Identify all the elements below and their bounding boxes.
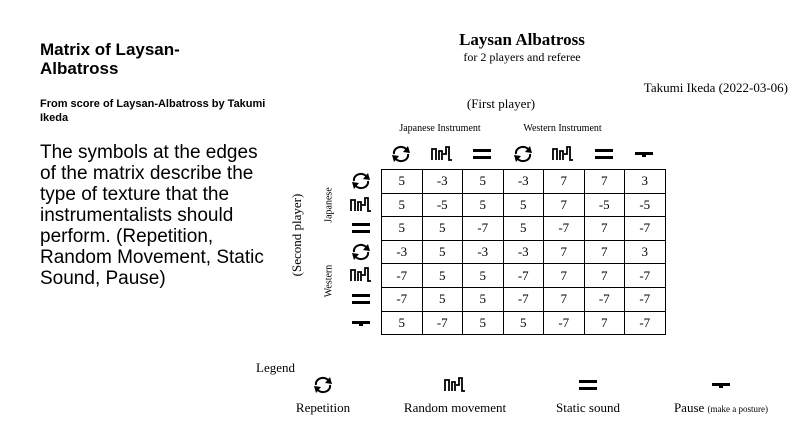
matrix-cell: -3 (503, 170, 544, 194)
random-movement-icon (551, 145, 575, 163)
description-text: The symbols at the edges of the matrix describe the type of texture that the instrumentalists should perform. (Repetition, Random Movement, Static Sound, Pause) (40, 142, 264, 289)
author-line: Takumi Ikeda (2022-03-06) (643, 80, 788, 95)
static-sound-icon (470, 145, 494, 163)
pause-icon (709, 376, 733, 394)
static-sound-icon (576, 376, 600, 394)
matrix-cell: 7 (584, 217, 625, 241)
repetition-icon (389, 145, 413, 163)
legend-label: Pause (make a posture) (673, 400, 769, 415)
second-player-label: (Second player) (289, 193, 304, 277)
matrix-cell: -7 (625, 264, 666, 288)
static-sound-icon (349, 219, 373, 237)
matrix-cell: 5 (422, 240, 463, 264)
japanese-instrument-label: Japanese Instrument (399, 123, 481, 134)
repetition-icon (511, 145, 535, 163)
matrix-row (382, 264, 666, 288)
legend-label: Random movement (403, 400, 507, 415)
random-movement-icon (443, 376, 467, 394)
legend-note: (make a posture) (707, 404, 769, 414)
matrix-cell: 5 (463, 170, 504, 194)
matrix-row (382, 287, 666, 311)
matrix-cell: -5 (584, 193, 625, 217)
matrix-cell: -7 (382, 264, 423, 288)
western-instrument-label: Western Instrument (523, 123, 602, 134)
static-sound-icon (592, 145, 616, 163)
matrix-cell: -7 (503, 264, 544, 288)
legend-label: Static sound (556, 400, 620, 415)
matrix-cell: -7 (625, 217, 666, 241)
matrix-cell: -7 (422, 311, 463, 335)
matrix-row (382, 311, 666, 335)
matrix-cell: 7 (544, 193, 585, 217)
legend-label: Repetition (295, 400, 351, 415)
matrix-cell: 7 (544, 264, 585, 288)
repetition-icon (311, 376, 335, 394)
matrix-cell: -3 (382, 240, 423, 264)
page-subtitle: From score of Laysan-Albatross by Takumi Ikeda (40, 98, 266, 124)
matrix-cell: 5 (422, 264, 463, 288)
repetition-icon (349, 243, 373, 261)
random-movement-icon (430, 145, 454, 163)
matrix-cell: 5 (422, 287, 463, 311)
matrix-cell: -7 (625, 287, 666, 311)
random-movement-icon (349, 196, 373, 214)
matrix-row (382, 170, 666, 194)
pause-icon (632, 145, 656, 163)
matrix-cell: -3 (503, 240, 544, 264)
matrix-cell: 7 (584, 264, 625, 288)
matrix-cell: 5 (463, 264, 504, 288)
matrix-cell: -7 (463, 217, 504, 241)
matrix-cell: 5 (382, 170, 423, 194)
matrix-cell: -7 (584, 287, 625, 311)
matrix-cell: -7 (382, 287, 423, 311)
matrix-cell: 5 (382, 311, 423, 335)
matrix-cell: 5 (382, 217, 423, 241)
matrix-row (382, 217, 666, 241)
page-title: Matrix of Laysan-Albatross (40, 40, 180, 78)
first-player-label: (First player) (466, 96, 536, 111)
matrix-cell: 7 (544, 240, 585, 264)
matrix-cell: -3 (422, 170, 463, 194)
matrix-cell: 3 (625, 240, 666, 264)
matrix-cell: -3 (463, 240, 504, 264)
matrix-cell: 5 (382, 193, 423, 217)
matrix-cell: 5 (503, 311, 544, 335)
japanese-row-label: Japanese (323, 187, 335, 223)
western-row-label: Western (323, 264, 335, 298)
matrix-cell: -5 (422, 193, 463, 217)
score-subtitle: for 2 players and referee (463, 50, 581, 64)
matrix-cell: 5 (463, 193, 504, 217)
matrix-cell: -7 (544, 217, 585, 241)
matrix-cell: -5 (625, 193, 666, 217)
score-title: Laysan Albatross (459, 30, 585, 49)
matrix-cell: 5 (503, 193, 544, 217)
matrix-cell: 7 (584, 240, 625, 264)
repetition-icon (349, 172, 373, 190)
payoff-matrix (381, 169, 666, 335)
static-sound-icon (349, 290, 373, 308)
matrix-row (382, 240, 666, 264)
matrix-cell: 7 (544, 287, 585, 311)
matrix-cell: 3 (625, 170, 666, 194)
pause-icon (349, 314, 373, 332)
matrix-cell: 7 (584, 311, 625, 335)
matrix-cell: 7 (584, 170, 625, 194)
random-movement-icon (349, 266, 373, 284)
matrix-cell: 7 (544, 170, 585, 194)
matrix-row (382, 193, 666, 217)
matrix-cell: 5 (463, 287, 504, 311)
legend-title: Legend (256, 360, 295, 375)
matrix-cell: 5 (463, 311, 504, 335)
matrix-cell: 5 (503, 217, 544, 241)
matrix-cell: -7 (544, 311, 585, 335)
matrix-cell: 5 (422, 217, 463, 241)
matrix-cell: -7 (503, 287, 544, 311)
matrix-cell: -7 (625, 311, 666, 335)
